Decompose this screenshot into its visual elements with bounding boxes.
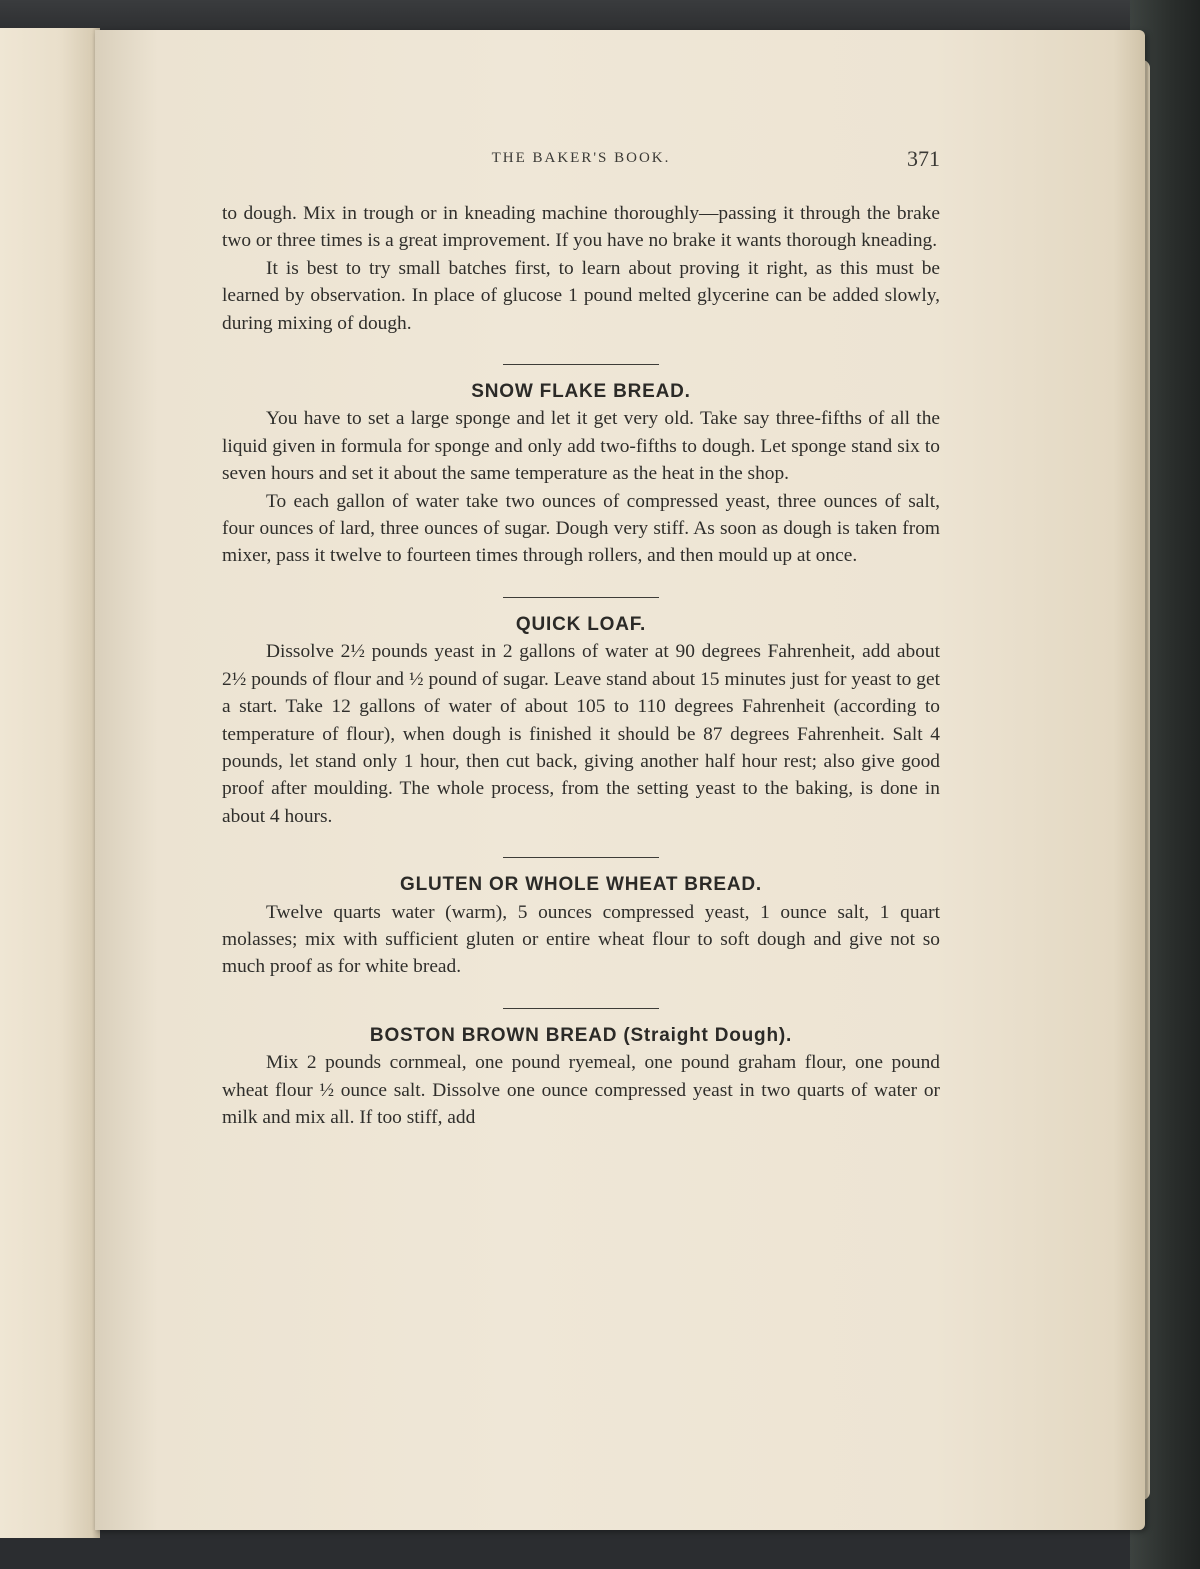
snow-flake-paragraph-1: You have to set a large sponge and let it get very old. Take say three-fifths of all the liquid given in formula for sponge and only add two-fifths to dough. Let sponge stand six to seven hours and set it about the same temperature as the heat in the shop.	[222, 408, 940, 485]
page-text	[222, 200, 940, 1131]
section-divider	[503, 364, 659, 365]
intro-paragraph-1: to dough. Mix in trough or in kneading machine thoroughly—passing it through the brake two or three times is a great improvement. If you have no brake it wants thorough kneading.	[222, 203, 940, 252]
section-title-gluten-bread: GLUTEN OR WHOLE WHEAT BREAD.	[400, 874, 762, 896]
section-divider	[503, 597, 659, 598]
snow-flake-paragraph-2: To each gallon of water take two ounces of compressed yeast, three ounces of salt, four ounces of lard, three ounces of sugar. Dough very stiff. As soon as dough is taken from mixer, pass it twelve to fourteen times through rollers, and then mould up at once.	[222, 490, 940, 567]
page-number: 371	[907, 146, 940, 171]
section-divider	[503, 1008, 659, 1009]
section-divider	[503, 857, 659, 858]
running-head	[222, 148, 940, 182]
left-page-edge	[0, 28, 100, 1538]
intro-paragraph-2: It is best to try small batches first, to learn about proving it right, as this must be learned by observation. In place of glucose 1 pound melted glycerine can be added slowly, during mixing of dough.	[222, 257, 940, 334]
section-title-boston-brown-bread: BOSTON BROWN BREAD (Straight Dough).	[369, 1024, 793, 1046]
gluten-bread-paragraph-1: Twelve quarts water (warm), 5 ounces compressed yeast, 1 ounce salt, 1 quart molasses; mix with sufficient gluten or entire wheat flour to soft dough and give not so much proof as for white bread.	[222, 901, 940, 978]
boston-brown-paragraph-1: Mix 2 pounds cornmeal, one pound ryemeal, one pound graham flour, one pound wheat flour ½ ounce salt. Dissolve one ounce compressed yeast in two quarts of water or milk and mix all. If too stiff, add	[222, 1052, 940, 1128]
section-title-snow-flake-bread: SNOW FLAKE BREAD.	[471, 381, 691, 403]
quick-loaf-paragraph-1: Dissolve 2½ pounds yeast in 2 gallons of water at 90 degrees Fahrenheit, add about 2½ pounds of flour and ½ pound of sugar. Leave stand about 15 minutes just for yeast to get a start. Take 12 gallons of water of about 105 to 110 degrees Fahrenheit (according to temperature of flour), when dough is finished it should be 87 degrees Fahrenheit. Salt 4 pounds, let stand only 1 hour, then cut back, giving another half hour rest; also give good proof after moulding. The whole process, from the setting yeast to the baking, is done in about 4 hours.	[222, 641, 940, 827]
section-title-quick-loaf: QUICK LOAF.	[515, 613, 647, 635]
running-title: THE BAKER'S BOOK.	[491, 150, 671, 166]
